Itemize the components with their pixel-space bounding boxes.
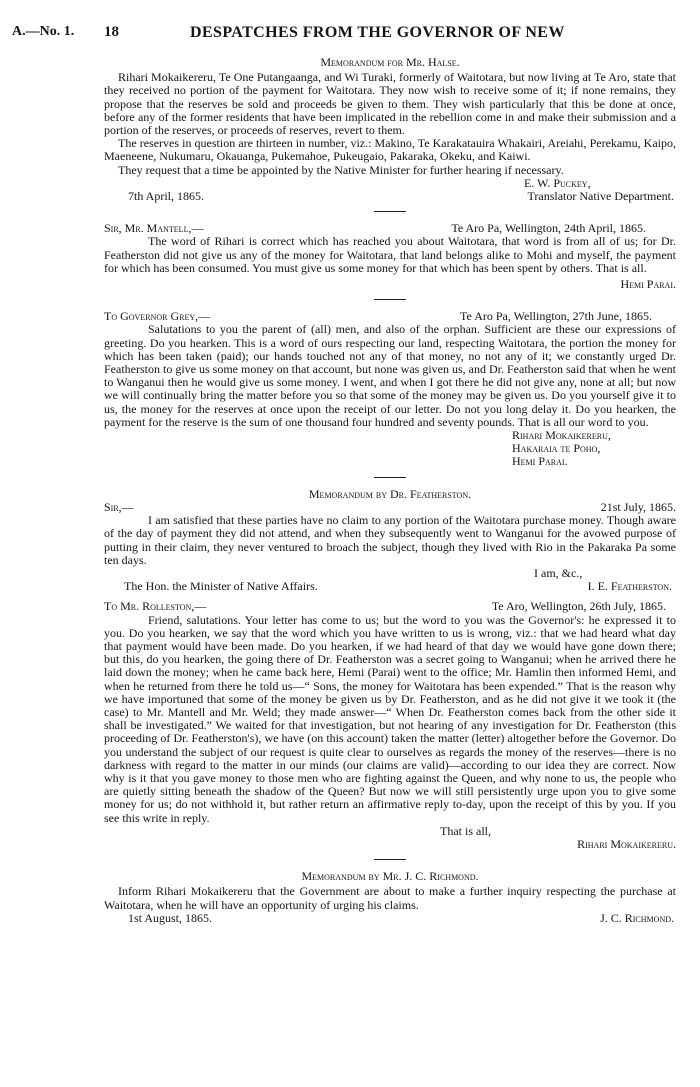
memo-featherston-body: I am satisfied that these parties have no claim to any portion of the Waitotara purchase money. Though aware of the day of payment they did not attend, and when they subsequently went to Wanganui for the avowed purpose of putting in their claim, they never ventured to broach the subject, though they lived with Rio in the Pakaraka Pa some ten days. — [104, 513, 676, 567]
letter-grey-signature-1: Rihari Mokaikereru, — [512, 428, 611, 443]
memo-featherston-date: 21st July, 1865. — [600, 499, 676, 514]
letter-grey-signatures — [104, 429, 676, 469]
letter-mantell-body: The word of Rihari is correct which has reached you about Waitotara, that word is from all of us; for Dr. Featherston did not give us any of the money for Waitotara, that land belongs alike to Mohi and myself, the payment for which has been consumed. You must give us some money for that which has been spent by others. That is all. — [104, 234, 676, 275]
memo-halse — [104, 56, 676, 203]
memo-richmond-signature: J. C. Richmond. — [600, 910, 674, 925]
memo-featherston-signature: I. E. Featherston. — [587, 579, 672, 594]
letter-mantell-place-date: Te Aro Pa, Wellington, 24th April, 1865. — [451, 221, 646, 236]
letter-rolleston-body: Friend, salutations. Your letter has come to us; but the word to you was the Governor's: he expressed it to you. Do you hearken, we say that the word which you have written to us is wrong, viz.: that we had heard what day that payment would have been made. Do you hearken, if we had heard of that day we would have gone down there; but this, do you hearken, the going there of Dr. Featherston was a secret going to Wanganui; when he arrived there he laid down the money; when he came back here, Hemi (Parai) went to the office; Mr. Hamlin then informed Hemi, and when he returned from there he told us—“ Sons, the money for Waitotara has been expended.” That is the reason why we have importuned that some of the money be given us by Dr. Featherston, and as he did not give it we took it (the case) to Mr. Mantell and Mr. Weld; they made answer—“ When Dr. Featherston comes back from the other side it shall be investigated.” We waited for that investigation, but not hearing of any investigation for Dr. Featherston (this proceeding of Dr. Featherston's), we have (on this account) taken the matter (letter) altogether before the Governor. Do you understand the subject of our request is quite clear to ourselves as regards the money of the reserves—there is no darkness with regard to the matter in our minds (our claims are valid)—according to our idea they are correct. Now why is it that you gave money to those men who are fighting against the Queen, and why none to us, the people who are quietly sitting beneath the shadow of the Queen? But now we will still persistently urge upon you to give some money for us; do not withhold it, but rather return an affirmative reply to-day, upon the receipt of this by you. If you see this write in reply. — [104, 612, 676, 825]
memo-featherston-closing: I am, &c., — [534, 565, 583, 580]
letter-rolleston-salutation: To Mr. Rolleston,— — [104, 599, 207, 614]
memo-halse-date: 7th April, 1865. — [128, 189, 205, 204]
memo-featherston-addressee: The Hon. the Minister of Native Affairs. — [124, 579, 318, 594]
page-number: 18 — [104, 24, 119, 40]
document-reference: A.—No. 1. — [12, 24, 75, 39]
letter-grey-salutation: To Governor Grey,— — [104, 309, 211, 324]
letter-rolleston-closing: That is all, — [440, 823, 491, 838]
memo-halse-title: Memorandum for Mr. Halse. — [320, 55, 460, 69]
memo-halse-signature: E. W. Puckey, — [524, 175, 591, 190]
letter-mantell-signature: Hemi Parai. — [620, 277, 676, 292]
letter-mantell — [104, 222, 676, 291]
memo-richmond-body: Inform Rihari Mokaikereru that the Government are about to make a further inquiry respecting the purchase at Waitotara, when he will have an opportunity of urging his claims. — [104, 884, 676, 912]
memo-halse-para1: Rihari Mokaikereru, Te One Putangaanga, and Wi Turaki, formerly of Waitotara, but now living at Te Aro, state that they received no portion of the payment for Waitotara. They now wish to receive some of it; if none remains, they propose that the reserves be sold and proceeds be given to them. They wish particularly that this be done at once, before any of the former residents that have been implicated in the rebellion come in and make their submission and a portion of the reserves, or proceeds of reserves, revert to them. — [104, 70, 676, 138]
memo-featherston-title: Memorandum by Dr. Featherston. — [308, 486, 472, 501]
running-title: DESPATCHES FROM THE GOVERNOR OF NEW — [190, 24, 565, 41]
memo-richmond-title: Memorandum by Mr. J. C. Richmond. — [301, 869, 479, 884]
memo-halse-para3: They request that a time be appointed by the Native Minister for further hearing if necessary. — [118, 162, 564, 177]
letter-grey-signature-3: Hemi Parai. — [512, 454, 568, 469]
letter-grey-signature-2: Hakaraia te Poho, — [512, 441, 601, 456]
running-header — [0, 24, 700, 44]
letter-grey — [104, 310, 676, 468]
memo-halse-sig-title: Translator Native Department. — [527, 189, 674, 204]
section-divider — [374, 859, 406, 860]
letter-mantell-salutation: Sir, Mr. Mantell,— — [104, 221, 204, 236]
memo-featherston-salutation: Sir,— — [104, 499, 134, 514]
memo-featherston — [104, 488, 676, 594]
memo-richmond-date: 1st August, 1865. — [128, 910, 213, 925]
letter-rolleston — [104, 600, 676, 851]
memo-halse-para2: The reserves in question are thirteen in number, viz.: Makino, Te Karakatauira Whakairi, Areiahi, Perekamu, Kaipo, Maeneene, Nukumaru, Okauanga, Pukemahoe, Pukeugaio, Pakaraka, Okeku, and Kaiwi. — [104, 136, 676, 164]
memo-richmond — [104, 870, 676, 925]
page-content — [104, 56, 676, 925]
letter-rolleston-place-date: Te Aro, Wellington, 26th July, 1865. — [491, 599, 666, 614]
letter-rolleston-signature: Rihari Mokaikereru. — [577, 836, 676, 851]
section-divider — [374, 477, 406, 478]
section-divider — [374, 211, 406, 212]
letter-grey-body: Salutations to you the parent of (all) men, and also of the orphan. Sufficient are these our expressions of greeting. Do you hearken. This is a word of ours respecting our land, respecting Waitotara, the portion the money for which has been taken (paid); our hands touched not any of that money, no not any of it; we constantly urged Dr. Featherston to give us some money on that account, but none was given us, and Dr. Featherston said that when he went to Wanganui then he would give us some money. I went, and when I got there he did not give any, none at all; but now we will continually bring the matter before you so that some of the money may be given us. Do you yourself give it to us, the money for the reserves at once upon the receipt of our letter. Do not you long delay it. Do you hearken, the payment for the reserve is the sum of one thousand four hundred and seventy pounds. That is all our word to you. — [104, 322, 676, 429]
section-divider — [374, 299, 406, 300]
letter-grey-place-date: Te Aro Pa, Wellington, 27th June, 1865. — [460, 309, 652, 324]
